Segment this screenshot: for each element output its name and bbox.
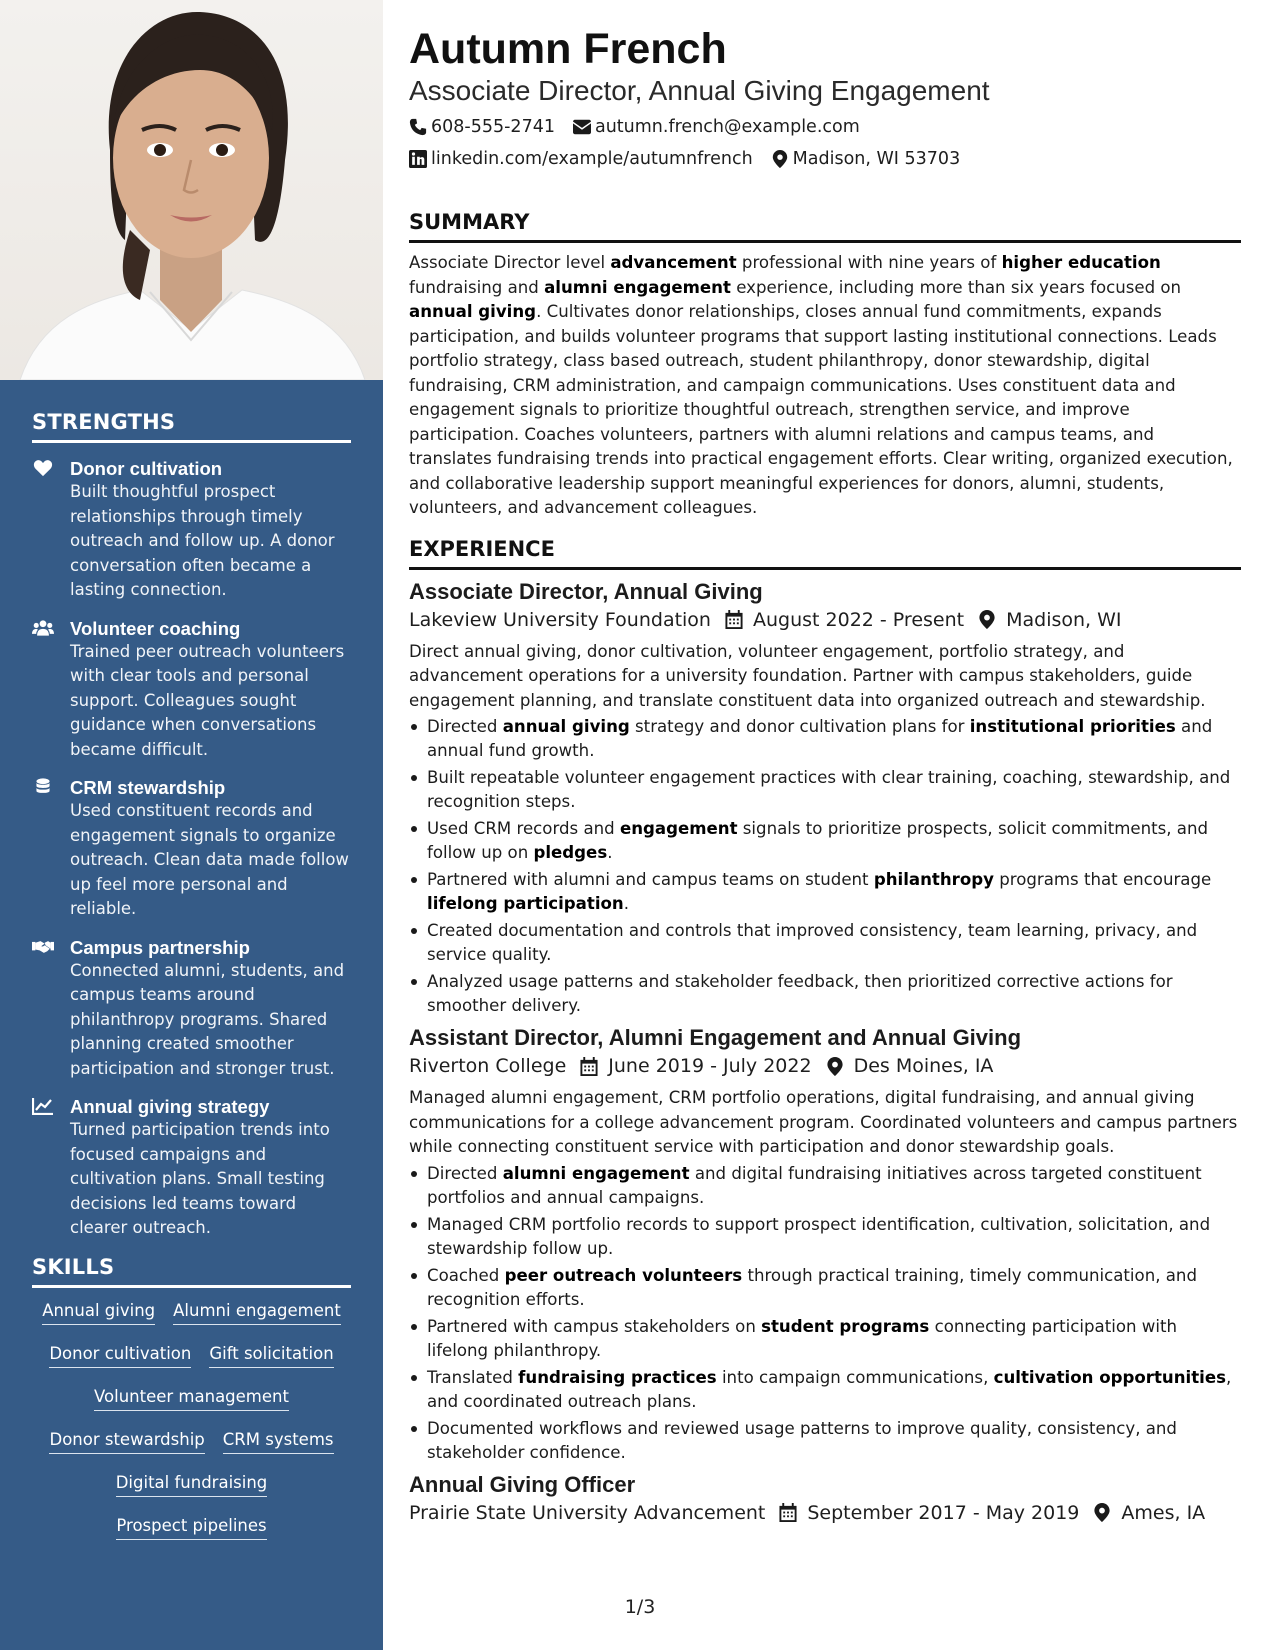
strength-item (32, 457, 351, 603)
text-run: Used CRM records and (427, 819, 620, 838)
bold-phrase: alumni engagement (544, 277, 731, 297)
job-location: Des Moines, IA (853, 1055, 994, 1077)
bold-phrase: philanthropy (873, 870, 994, 889)
text-run: . (607, 843, 613, 862)
contact-row (409, 114, 1241, 140)
strength-title: Annual giving strategy (70, 1096, 270, 1117)
experience-section (409, 535, 1241, 1527)
strength-title: CRM stewardship (70, 777, 226, 798)
summary-section (409, 208, 1241, 521)
strength-description: Trained peer outreach volunteers with clear tools and personal support. Colleagues sought guidance when conversations became difficult. (70, 641, 345, 759)
text-run: Documented workflows and reviewed usage patterns to improve quality, consistency, and stakeholder confidence. (427, 1418, 1177, 1462)
job-location: Ames, IA (1121, 1501, 1206, 1524)
skills-list (32, 1300, 351, 1540)
skill-tag: Donor cultivation (49, 1343, 191, 1368)
bullet-item (409, 970, 1241, 1018)
skill-tag: Digital fundraising (116, 1472, 268, 1497)
bold-phrase: annual giving (409, 302, 537, 321)
job-org: Riverton College (409, 1055, 567, 1077)
strength-title: Volunteer coaching (70, 617, 241, 639)
job-org: Lakeview University Foundation (409, 608, 711, 631)
text-run: Associate Director level (409, 253, 611, 272)
bold-phrase: institutional priorities (969, 717, 1176, 736)
bold-phrase: higher education (1001, 253, 1161, 272)
strength-item (32, 776, 351, 922)
bullet-item (409, 919, 1241, 967)
text-run: connecting participation with lifelong philanthropy. (427, 1316, 1177, 1360)
bold-phrase: student programs (761, 1316, 930, 1336)
phone-text: 608-555-2741 (431, 117, 555, 137)
location-contact (771, 146, 961, 172)
text-run: . (623, 894, 629, 913)
chart-line-icon (32, 1097, 54, 1115)
candidate-title: Associate Director, Annual Giving Engagement (409, 75, 990, 106)
bold-phrase: lifelong participation (427, 894, 624, 913)
skill-tag: Prospect pipelines (116, 1515, 266, 1540)
skills-heading: SKILLS (32, 1255, 351, 1288)
linkedin-text[interactable]: linkedin.com/example/autumnfrench (431, 149, 753, 169)
job-role: Associate Director, Annual Giving (409, 578, 763, 604)
job-role: Assistant Director, Alumni Engagement and Annual Giving (409, 1025, 1022, 1050)
skill-tag: CRM systems (223, 1429, 334, 1454)
bullet-item (409, 1417, 1241, 1465)
bold-phrase: advancement (610, 253, 737, 272)
email-text[interactable]: autumn.french@example.com (594, 117, 860, 137)
candidate-name: Autumn French (409, 25, 727, 73)
main-content (409, 0, 1241, 1533)
text-run: Translated (427, 1367, 519, 1387)
sidebar (0, 0, 383, 1650)
job-meta (409, 1052, 1241, 1080)
strength-description: Turned participation trends into focused campaigns and cultivation plans. Small testing decisions led teams toward clearer outreach. (70, 1120, 330, 1237)
job-entry (409, 1471, 1241, 1527)
bullet-item (409, 1315, 1241, 1363)
map-pin-icon (1093, 1503, 1111, 1522)
job-bullets (409, 715, 1241, 1018)
bullet-item (409, 1264, 1241, 1312)
text-run: Partnered with campus stakeholders on (427, 1316, 762, 1336)
experience-heading: EXPERIENCE (409, 535, 1241, 570)
text-run: and digital fundraising initiatives across targeted constituent portfolios and annual campaigns. (427, 1163, 1202, 1207)
bold-phrase: pledges (533, 843, 608, 862)
linkedin-icon (409, 150, 427, 168)
text-run: fundraising and (409, 277, 545, 297)
bullet-item (409, 868, 1241, 916)
text-run: , and coordinated outreach plans. (427, 1367, 1232, 1411)
job-description: Direct annual giving, donor cultivation, volunteer engagement, portfolio strategy, and advancement operations for a university foundation. Partner with campus stakeholders, guide engagement planning, and translate constituent data into organized outreach and stewardship. (409, 641, 1206, 710)
text-run: professional with nine years of (736, 253, 1002, 272)
summary-text (409, 251, 1241, 521)
text-run: and annual fund growth. (427, 717, 1213, 760)
strength-description: Connected alumni, students, and campus teams around philanthropy programs. Shared planning created smoother participation and stronger trust. (70, 960, 345, 1078)
text-run: experience, including more than six years focused on (730, 277, 1182, 297)
linkedin-contact[interactable] (409, 146, 753, 172)
text-run: programs that encourage (993, 870, 1212, 889)
skill-tag: Gift solicitation (209, 1343, 333, 1368)
text-run: into campaign communications, (716, 1367, 994, 1387)
text-run: Analyzed usage patterns and stakeholder feedback, then prioritized corrective actions for smoother delivery. (427, 972, 1173, 1015)
text-run: Created documentation and controls that improved consistency, team learning, privacy, and service quality. (427, 921, 1198, 964)
calendar-icon (725, 610, 743, 629)
job-entry (409, 578, 1241, 1019)
summary-heading: SUMMARY (409, 208, 1241, 243)
text-run: signals to prioritize prospects, solicit commitments, and follow up on (427, 819, 1209, 862)
contact-row (409, 146, 1241, 172)
text-run: Partnered with alumni and campus teams on student (427, 870, 874, 889)
job-meta (409, 606, 1241, 634)
bold-phrase: cultivation opportunities (993, 1367, 1226, 1387)
map-pin-icon (978, 610, 996, 629)
text-run: Managed CRM portfolio records to support prospect identification, cultivation, solicitation, and stewardship follow up. (427, 1214, 1211, 1258)
users-icon (32, 619, 54, 637)
text-run: strategy and donor cultivation plans for (629, 717, 970, 736)
heart-icon (32, 459, 54, 477)
strength-item (32, 617, 351, 763)
bullet-item (409, 817, 1241, 865)
strength-item (32, 936, 351, 1082)
calendar-icon (580, 1057, 598, 1076)
envelope-icon (573, 118, 591, 136)
map-pin-icon (771, 150, 789, 168)
bold-phrase: engagement (619, 819, 738, 838)
job-dates: June 2019 - July 2022 (608, 1055, 812, 1077)
job-org: Prairie State University Advancement (409, 1501, 766, 1524)
job-description: Managed alumni engagement, CRM portfolio operations, digital fundraising, and annual giving communications for a college advancement program. Coordinated volunteers and campus partners while connecting constituent service with participation and donor stewardship goals. (409, 1088, 1238, 1156)
job-entry (409, 1024, 1241, 1465)
page-number: 1/3 (624, 1596, 656, 1618)
location-text: Madison, WI 53703 (792, 149, 961, 169)
bold-phrase: annual giving (502, 717, 630, 736)
job-bullets (409, 1162, 1241, 1465)
strength-description: Built thoughtful prospect relationships through timely outreach and follow up. A donor conversation often became a lasting connection. (70, 482, 335, 599)
strengths-heading: STRENGTHS (32, 410, 351, 443)
text-run: through practical training, timely communication, and recognition efforts. (427, 1265, 1197, 1309)
database-icon (32, 778, 54, 796)
job-location: Madison, WI (1006, 608, 1122, 631)
email-contact[interactable] (573, 114, 860, 140)
text-run: Coached (427, 1265, 505, 1285)
skill-tag: Alumni engagement (173, 1300, 341, 1325)
text-run: Built repeatable volunteer engagement practices with clear training, coaching, stewardship, and recognition steps. (427, 768, 1231, 811)
phone-icon (409, 118, 427, 136)
handshake-icon (32, 938, 54, 956)
text-run: Directed (427, 717, 503, 736)
job-role: Annual Giving Officer (409, 1471, 636, 1497)
phone-contact (409, 114, 555, 140)
map-pin-icon (826, 1057, 844, 1076)
bullet-item (409, 1213, 1241, 1261)
text-run: Directed (427, 1163, 503, 1183)
bullet-item (409, 1162, 1241, 1210)
skill-tag: Donor stewardship (49, 1429, 204, 1454)
job-dates: August 2022 - Present (752, 608, 965, 631)
strength-description: Used constituent records and engagement signals to organize outreach. Clean data made follow up feel more personal and reliable. (70, 801, 349, 918)
text-run: . Cultivates donor relationships, closes annual fund commitments, expands participation, and builds volunteer programs that support lasting institutional connections. Leads portfolio strategy, class based outreach, student philanthropy, donor stewardship, digital fundraising, CRM administration, and campaign communications. Uses constituent data and engagement signals to prioritize thoughtful outreach, strengthen service, and improve participation. Coaches volunteers, partners with alumni relations and campus teams, and translates fundraising trends into practical engagement efforts. Clear writing, organized execution, and collaborative leadership support meaningful experiences for donors, alumni, students, volunteers, and advancement colleagues. (409, 302, 1233, 517)
strength-title: Donor cultivation (70, 458, 223, 479)
bold-phrase: alumni engagement (502, 1163, 690, 1183)
job-meta (409, 1499, 1241, 1527)
skill-tag: Annual giving (42, 1300, 155, 1325)
calendar-icon (779, 1503, 797, 1522)
bullet-item (409, 1366, 1241, 1414)
strength-title: Campus partnership (70, 936, 250, 958)
profile-photo (0, 0, 383, 380)
job-dates: September 2017 - May 2019 (807, 1501, 1080, 1524)
bold-phrase: fundraising practices (518, 1367, 717, 1387)
bullet-item (409, 766, 1241, 814)
strength-item (32, 1095, 351, 1241)
bullet-item (409, 715, 1241, 763)
skill-tag: Volunteer management (94, 1386, 289, 1411)
bold-phrase: peer outreach volunteers (504, 1265, 743, 1285)
